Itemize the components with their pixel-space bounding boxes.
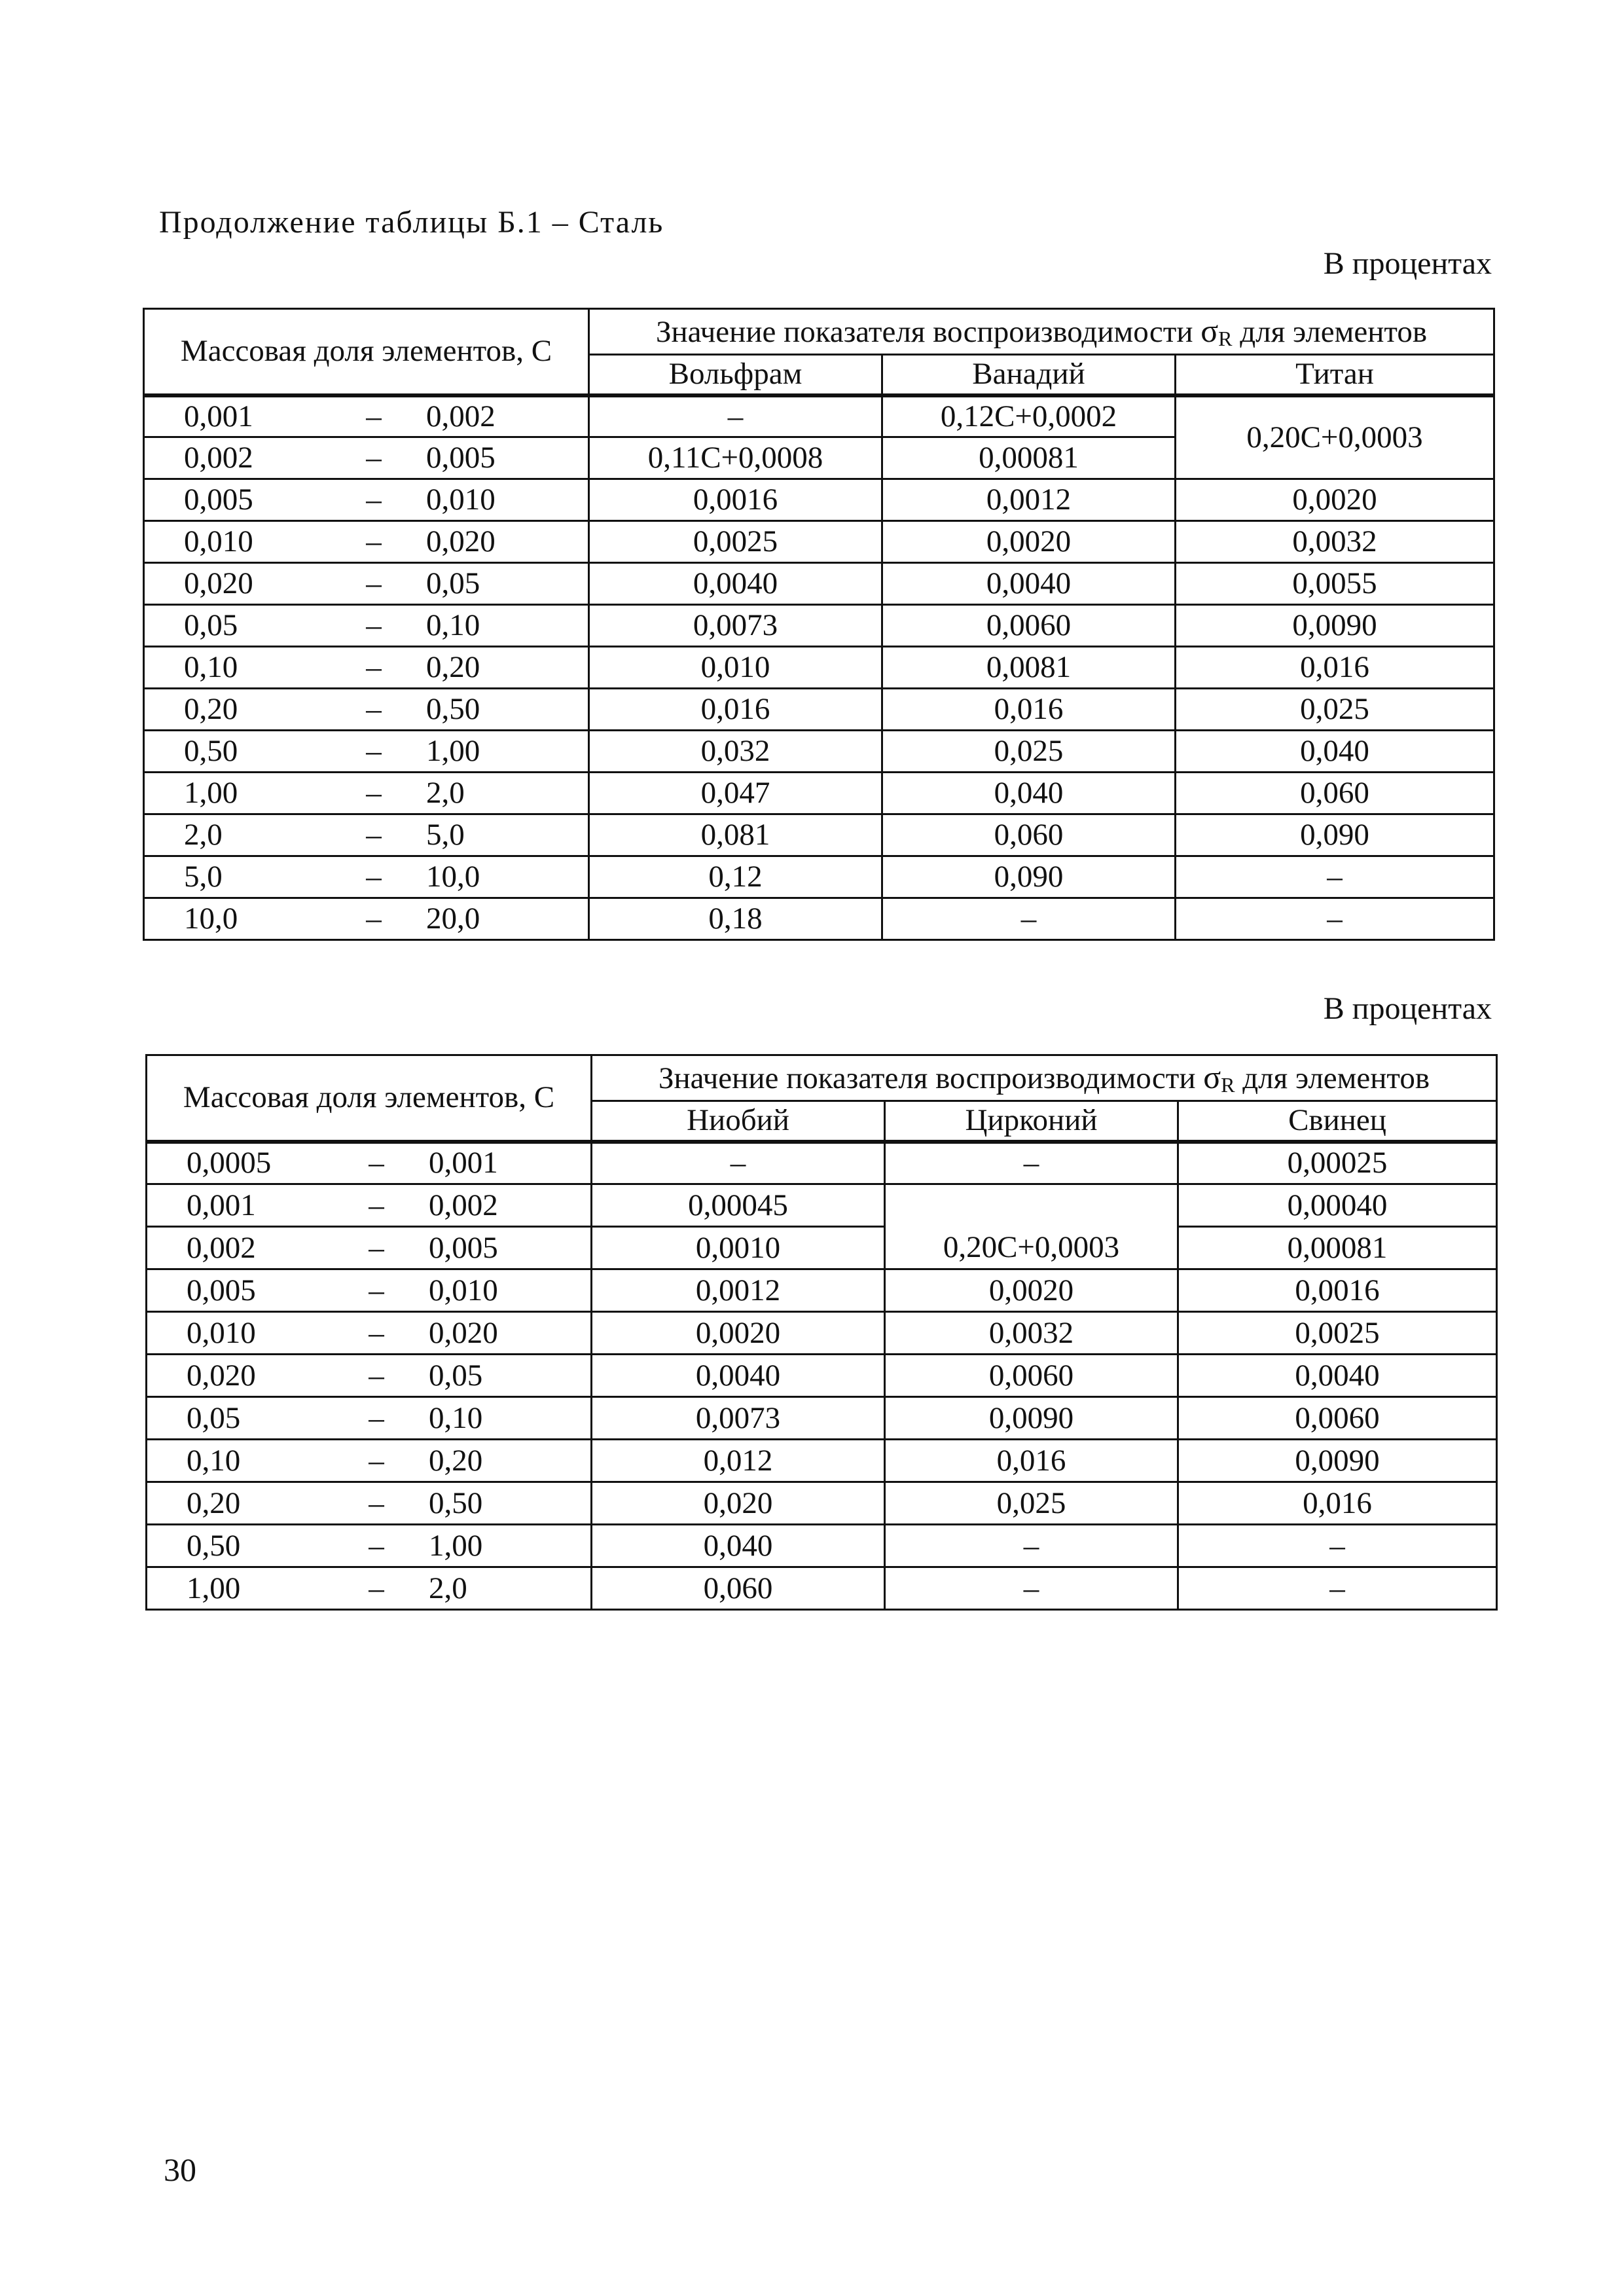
range-high: 10,0 (426, 860, 480, 894)
cell-vanadium: 0,016 (882, 689, 1176, 731)
range-dash: – (366, 818, 382, 852)
cell-tungsten: 0,12 (589, 856, 882, 898)
table-row (144, 647, 1494, 689)
cell-titanium: 0,090 (1176, 814, 1494, 856)
range-high: 0,50 (426, 692, 480, 726)
range-high: 0,05 (429, 1358, 483, 1393)
cell-vanadium: 0,040 (882, 773, 1176, 814)
mass-fraction-range (147, 1312, 592, 1355)
cell-titanium: 0,025 (1176, 689, 1494, 731)
mass-fraction-range (144, 395, 589, 437)
mass-fraction-range (144, 563, 589, 605)
range (147, 1315, 590, 1350)
cell-zirconium: – (885, 1567, 1178, 1610)
table-row (144, 689, 1494, 731)
range-dash: – (366, 776, 382, 810)
table-row (147, 1227, 1497, 1269)
mass-fraction-range (147, 1142, 592, 1184)
cell-lead: – (1178, 1567, 1497, 1610)
range-dash: – (366, 860, 382, 894)
range-dash: – (369, 1146, 384, 1180)
range-dash: – (366, 734, 382, 768)
table-row (147, 1397, 1497, 1440)
range (147, 1573, 590, 1604)
cell-lead: 0,00025 (1178, 1142, 1497, 1184)
table-steel-w-v-ti (143, 308, 1495, 941)
cell-niobium: 0,00045 (592, 1184, 885, 1227)
range-low: 0,50 (187, 1528, 241, 1563)
cell-zirconium: – (885, 1525, 1178, 1567)
range-low: 5,0 (184, 860, 223, 894)
table-row (147, 1525, 1497, 1567)
cell-lead: 0,0040 (1178, 1355, 1497, 1397)
range-dash: – (369, 1528, 384, 1563)
range-low: 0,005 (184, 483, 253, 517)
range-dash: – (369, 1273, 384, 1307)
range-dash: – (366, 483, 382, 517)
cell-niobium: – (592, 1142, 885, 1184)
mass-fraction-range (144, 731, 589, 773)
mass-fraction-range (144, 773, 589, 814)
cell-vanadium: 0,0012 (882, 479, 1176, 521)
range-low: 0,50 (184, 734, 238, 768)
cell-zirconium-merged: 0,20С+0,0003 (885, 1184, 1178, 1269)
range-low: 0,002 (184, 441, 253, 475)
range (145, 778, 588, 809)
range-high: 20,0 (426, 902, 480, 936)
range-low: 0,05 (184, 608, 238, 642)
cell-niobium: 0,0010 (592, 1227, 885, 1269)
range-high: 0,020 (429, 1315, 498, 1350)
range (145, 443, 588, 473)
cell-tungsten: 0,0025 (589, 521, 882, 563)
cell-titanium: 0,0020 (1176, 479, 1494, 521)
table-row (147, 1269, 1497, 1312)
cell-lead: 0,00040 (1178, 1184, 1497, 1227)
cell-vanadium: 0,060 (882, 814, 1176, 856)
range-low: 2,0 (184, 818, 223, 852)
cell-titanium: 0,016 (1176, 647, 1494, 689)
mass-fraction-range (147, 1269, 592, 1312)
range (147, 1148, 590, 1178)
table-row (147, 1184, 1497, 1227)
cell-tungsten: 0,081 (589, 814, 882, 856)
range-dash: – (369, 1485, 384, 1520)
range-dash: – (366, 692, 382, 726)
table-row (144, 479, 1494, 521)
range-high: 0,10 (429, 1400, 483, 1435)
table-row (144, 773, 1494, 814)
range-high: 0,001 (429, 1146, 498, 1180)
cell-titanium: 0,060 (1176, 773, 1494, 814)
range (147, 1360, 590, 1391)
range-low: 0,20 (184, 692, 238, 726)
range (145, 484, 588, 515)
range-high: 0,002 (426, 399, 496, 433)
range-low: 0,020 (184, 566, 253, 600)
range-low: 0,010 (184, 524, 253, 558)
cell-lead: 0,016 (1178, 1482, 1497, 1525)
mass-fraction-range (147, 1482, 592, 1525)
range (145, 401, 588, 432)
cell-lead: 0,0090 (1178, 1440, 1497, 1482)
table-row (144, 731, 1494, 773)
range-dash: – (366, 399, 382, 433)
range (145, 526, 588, 557)
cell-tungsten: 0,016 (589, 689, 882, 731)
cell-tungsten: – (589, 395, 882, 437)
cell-tungsten: 0,0016 (589, 479, 882, 521)
cell-tungsten: 0,0073 (589, 605, 882, 647)
range (145, 694, 588, 725)
range-low: 0,005 (187, 1273, 256, 1307)
cell-niobium: 0,0073 (592, 1397, 885, 1440)
table-caption: Продолжение таблицы Б.1 – Сталь (159, 205, 664, 240)
range-low: 0,001 (184, 399, 253, 433)
cell-niobium: 0,040 (592, 1525, 885, 1567)
range-low: 0,020 (187, 1358, 256, 1393)
range (145, 736, 588, 767)
cell-vanadium: 0,090 (882, 856, 1176, 898)
table-steel-nb-zr-pb (145, 1054, 1498, 1611)
range-low: 0,10 (187, 1443, 241, 1478)
column-header: Свинец (1178, 1101, 1497, 1142)
mass-fraction-range (144, 689, 589, 731)
header-mass-fraction: Массовая доля элементов, С (147, 1055, 592, 1142)
header-mass-fraction: Массовая доля элементов, С (144, 309, 589, 395)
cell-zirconium: 0,0020 (885, 1269, 1178, 1312)
column-header: Ниобий (592, 1101, 885, 1142)
range-low: 1,00 (187, 1571, 241, 1605)
cell-tungsten: 0,0040 (589, 563, 882, 605)
cell-titanium: 0,0090 (1176, 605, 1494, 647)
cell-zirconium: – (885, 1142, 1178, 1184)
column-header: Цирконий (885, 1101, 1178, 1142)
cell-tungsten: 0,11С+0,0008 (589, 437, 882, 479)
range-dash: – (369, 1571, 384, 1605)
cell-tungsten: 0,010 (589, 647, 882, 689)
range-dash: – (366, 524, 382, 558)
table-row (147, 1142, 1497, 1184)
range-high: 5,0 (426, 818, 465, 852)
range-low: 10,0 (184, 902, 238, 936)
column-header: Ванадий (882, 355, 1176, 395)
range-high: 1,00 (426, 734, 480, 768)
range (147, 1528, 590, 1563)
column-header: Вольфрам (589, 355, 882, 395)
cell-titanium: 0,0032 (1176, 521, 1494, 563)
range-high: 0,010 (426, 483, 496, 517)
range (147, 1190, 590, 1221)
mass-fraction-range (147, 1525, 592, 1567)
table-row (147, 1440, 1497, 1482)
range-dash: – (369, 1188, 384, 1222)
range (145, 820, 588, 850)
cell-vanadium: 0,025 (882, 731, 1176, 773)
mass-fraction-range (144, 479, 589, 521)
mass-fraction-range (147, 1397, 592, 1440)
cell-niobium: 0,0012 (592, 1269, 885, 1312)
header-reproducibility: Значение показателя воспроизводимости σR для элементов (592, 1055, 1497, 1101)
range (145, 652, 588, 683)
cell-titanium: 0,0055 (1176, 563, 1494, 605)
cell-tungsten: 0,047 (589, 773, 882, 814)
mass-fraction-range (144, 647, 589, 689)
range (145, 903, 588, 934)
units-label-1: В процентах (1323, 246, 1492, 281)
units-label-2: В процентах (1323, 991, 1492, 1026)
range (147, 1443, 590, 1478)
range-dash: – (366, 650, 382, 684)
range (147, 1275, 590, 1306)
cell-zirconium: 0,025 (885, 1482, 1178, 1525)
cell-niobium: 0,012 (592, 1440, 885, 1482)
mass-fraction-range (144, 814, 589, 856)
cell-vanadium: 0,0020 (882, 521, 1176, 563)
range-low: 0,20 (187, 1485, 241, 1520)
page-number: 30 (164, 2151, 196, 2188)
range-dash: – (369, 1230, 384, 1265)
table-row (144, 856, 1494, 898)
cell-zirconium: 0,016 (885, 1440, 1178, 1482)
range-dash: – (369, 1315, 384, 1350)
table-row (147, 1355, 1497, 1397)
range-dash: – (366, 566, 382, 600)
table-row (144, 563, 1494, 605)
range-high: 0,10 (426, 608, 480, 642)
table-row (147, 1312, 1497, 1355)
range-high: 0,005 (426, 441, 496, 475)
cell-vanadium: 0,0040 (882, 563, 1176, 605)
range-high: 1,00 (429, 1528, 483, 1563)
cell-vanadium: 0,12С+0,0002 (882, 395, 1176, 437)
mass-fraction-range (147, 1567, 592, 1610)
mass-fraction-range (147, 1227, 592, 1269)
mass-fraction-range (147, 1440, 592, 1482)
range (145, 610, 588, 641)
range-high: 0,002 (429, 1188, 498, 1222)
range-high: 2,0 (426, 776, 465, 810)
range-high: 0,50 (429, 1485, 483, 1520)
cell-vanadium: 0,0081 (882, 647, 1176, 689)
cell-lead: – (1178, 1525, 1497, 1567)
cell-zirconium: 0,0090 (885, 1397, 1178, 1440)
cell-titanium-merged: 0,20С+0,0003 (1176, 395, 1494, 479)
range-dash: – (369, 1443, 384, 1478)
cell-lead: 0,0025 (1178, 1312, 1497, 1355)
range-dash: – (369, 1400, 384, 1435)
mass-fraction-range (144, 437, 589, 479)
range (147, 1485, 590, 1520)
cell-lead: 0,0016 (1178, 1269, 1497, 1312)
mass-fraction-range (144, 521, 589, 563)
table-row (144, 605, 1494, 647)
cell-zirconium: 0,0032 (885, 1312, 1178, 1355)
range-high: 0,20 (429, 1443, 483, 1478)
table-row (144, 521, 1494, 563)
cell-titanium: – (1176, 856, 1494, 898)
range (147, 1400, 590, 1435)
range-low: 0,001 (187, 1188, 256, 1222)
mass-fraction-range (147, 1184, 592, 1227)
range-low: 0,0005 (187, 1146, 272, 1180)
range (145, 568, 588, 599)
cell-lead: 0,00081 (1178, 1227, 1497, 1269)
range-dash: – (366, 441, 382, 475)
range-dash: – (369, 1358, 384, 1393)
cell-vanadium: 0,0060 (882, 605, 1176, 647)
mass-fraction-range (144, 605, 589, 647)
cell-lead: 0,0060 (1178, 1397, 1497, 1440)
cell-vanadium: – (882, 898, 1176, 940)
table-row (144, 395, 1494, 437)
range (147, 1230, 590, 1265)
range-dash: – (366, 608, 382, 642)
table-row (144, 898, 1494, 940)
table-row (147, 1482, 1497, 1525)
mass-fraction-range (147, 1355, 592, 1397)
cell-niobium: 0,020 (592, 1482, 885, 1525)
range-high: 0,020 (426, 524, 496, 558)
cell-titanium: 0,040 (1176, 731, 1494, 773)
header-reproducibility: Значение показателя воспроизводимости σR для элементов (589, 309, 1494, 355)
range-high: 0,05 (426, 566, 480, 600)
cell-niobium: 0,060 (592, 1567, 885, 1610)
table-row (144, 814, 1494, 856)
range-low: 0,002 (187, 1230, 256, 1265)
cell-niobium: 0,0040 (592, 1355, 885, 1397)
range-high: 0,005 (429, 1230, 498, 1265)
range (145, 862, 588, 892)
range-low: 1,00 (184, 776, 238, 810)
cell-tungsten: 0,032 (589, 731, 882, 773)
range-high: 0,20 (426, 650, 480, 684)
column-header: Титан (1176, 355, 1494, 395)
cell-vanadium: 0,00081 (882, 437, 1176, 479)
range-dash: – (366, 902, 382, 936)
range-low: 0,05 (187, 1400, 241, 1435)
cell-tungsten: 0,18 (589, 898, 882, 940)
cell-niobium: 0,0020 (592, 1312, 885, 1355)
cell-zirconium: 0,0060 (885, 1355, 1178, 1397)
range-low: 0,010 (187, 1315, 256, 1350)
cell-titanium: – (1176, 898, 1494, 940)
range-high: 0,010 (429, 1273, 498, 1307)
range-high: 2,0 (429, 1571, 467, 1605)
range-low: 0,10 (184, 650, 238, 684)
mass-fraction-range (144, 856, 589, 898)
table-row (147, 1567, 1497, 1610)
mass-fraction-range (144, 898, 589, 940)
